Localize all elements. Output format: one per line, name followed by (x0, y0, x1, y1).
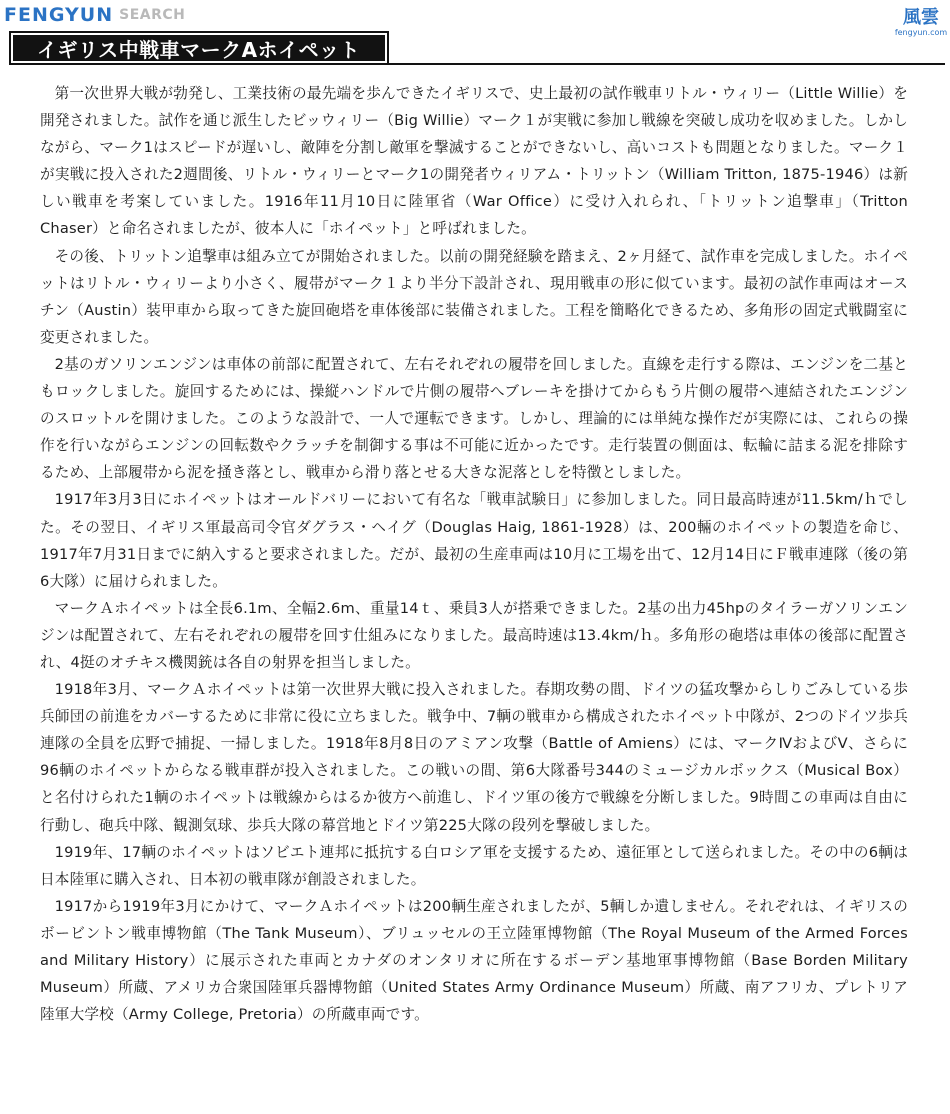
paragraph-combat: 1918年3月、マークＡホイペットは第一次世界大戦に投入されました。春期攻勢の間、ドイツの猛攻撃からしりごみしている歩兵師団の前進をカバーするために非常に役に立ちました。戦争中、7輌の戦車から構成されたホイペット中隊が、2つのドイツ歩兵連隊の全員を広野で捕捉、一掃しました。1918年8月8日のアミアン攻撃（Battle of Amiens）には、マークⅣおよびⅤ、さらに96輌のホイペットからなる戦車群が投入されました。この戦いの間、第6大隊番号344のミュージカルボックス（Musical Box）と名付けられた1輌のホイペットは戦線からはるか彼方へ前進し、ドイツ軍の後方で戦線を分断しました。9時間この車両は自由に行動し、砲兵中隊、観測気球、歩兵大隊の幕営地とドイツ第225大隊の段列を撃破しました。 (40, 681, 908, 834)
watermark-search: SEARCH (119, 7, 186, 23)
paragraph-intro: 第一次世界大戦が勃発し、工業技術の最先端を歩んできたイギリスで、史上最初の試作戦車リトル・ウィリー（Little Willie）を開発されました。試作を通じ派生したビッウィリー（Big Willie）マーク１が実戦に参加し戦線を突破し成功を収めました。しかしながら、マーク1はスピードが遅いし、敵陣を分割し敵軍を撃滅することができないし、高いコストも問題となりました。マーク１が実戦に投入された2週間後、リトル・ウィリーとマーク1の開発者ウィリアム・トリットン（William Tritton, 1875-1946）は新しい戦車を考案していました。1916年11月10日に陸軍省（War Office）に受け入れられ、「トリットン追撃車」（Tritton Chaser）と命名されましたが、彼本人に「ホイペット」と呼ばれました。 (40, 85, 908, 238)
corner-watermark-domain: fengyun.com (894, 28, 948, 37)
page-title: イギリス中戦車マークAホイペット (37, 37, 361, 62)
corner-watermark-logo: 風雲 (903, 7, 939, 28)
article-body (40, 80, 908, 1028)
paragraph-survivors: 1917から1919年3月にかけて、マークＡホイペットは200輌生産されましたが、5輌しか遺しません。それぞれは、イギリスのボービントン戦車博物館（The Tank Museum）、ブリュッセルの王立陸軍博物館（The Royal Museum of the Armed Forces and Military History）に展示された車両とカナダのオンタリオに所在するボーデン基地軍事博物館（Base Borden Military Museum）所蔵、アメリカ合衆国陸軍兵器博物館（United States Army Ordinance Museum）所蔵、南アフリカ、プレトリア陸軍大学校（Army College, Pretoria）の所蔵車両です。 (40, 897, 908, 1024)
paragraph-russia: 1919年、17輌のホイペットはソビエト連邦に抵抗する白ロシア軍を支援するため、遠征軍として送られました。その中の6輌は日本陸軍に購入され、日本初の戦車隊が創設されました。 (40, 843, 908, 888)
paragraph-prototype: その後、トリットン追撃車は組み立てが開始されました。以前の開発経験を踏まえ、2ヶ月経て、試作車を完成しました。ホイペットはリトル・ウィリーより小さく、履帯がマーク１より半分下設計され、現用戦車の形に似ています。最初の試作車両はオースチン（Austin）装甲車から取ってきた旋回砲塔を車体後部に装備されました。工程を簡略化できるため、多角形の固定式戦闘室に変更されました。 (40, 247, 908, 346)
paragraph-engines: 2基のガソリンエンジンは車体の前部に配置されて、左右それぞれの履帯を回しました。直線を走行する際は、エンジンを二基ともロックしました。旋回するためには、操縦ハンドルで片側の履帯へブレーキを掛けてからもう片側の履帯へ連結されたエンジンのスロットルを開けました。このような設計で、一人で運転できます。しかし、理論的には単純な操作だが実際には、これらの操作を行いながらエンジンの回転数やクラッチを制御する事は不可能に近かったです。走行装置の側面は、転輪に詰まる泥を排除するため、上部履帯から泥を掻き落とし、戦車から滑り落とせる大きな泥落としを特徴としました。 (40, 355, 908, 482)
title-banner (9, 31, 389, 65)
watermark-logo: FENGYUN (4, 4, 114, 26)
paragraph-specs: マークＡホイペットは全長6.1m、全幅2.6m、重量14ｔ、乗員3人が搭乗できました。2基の出力45hpのタイラーガソリンエンジンは配置されて、左右それぞれの履帯を回す仕組みになりました。最高時速は13.4km/ｈ。多角形の砲塔は車体の後部に配置され、4挺のオチキス機関銃は各自の射界を担当しました。 (40, 599, 908, 671)
watermark (4, 2, 185, 28)
corner-watermark (894, 0, 948, 46)
paragraph-trials: 1917年3月3日にホイペットはオールドバリーにおいて有名な「戦車試験日」に参加しました。同日最高時速が11.5km/ｈでした。その翌日、イギリス軍最高司令官ダグラス・ヘイグ（Douglas Haig, 1861-1928）は、200輛のホイペットの製造を命じ、1917年7月31日までに納入すると要求されました。だが、最初の生産車両は10月に工場を出て、12月14日にＦ戦車連隊（後の第6大隊）に届けられました。 (40, 491, 908, 590)
title-underline (389, 63, 945, 65)
